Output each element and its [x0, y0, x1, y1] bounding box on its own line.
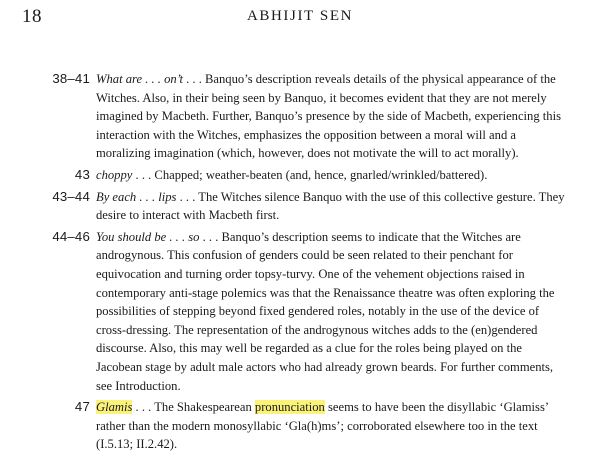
note-text: . . . Chapped; weather-beaten (and, hence, gnarled/wrinkled/battered). [132, 167, 488, 182]
note-text: . . . The Shakespearean [132, 400, 255, 415]
note-44-46 [30, 228, 570, 395]
note-43-44 [30, 188, 570, 225]
note-43 [30, 166, 570, 185]
note-38-41 [30, 70, 570, 163]
note-line-number: 44–46 [52, 228, 90, 244]
note-lemma: What are . . . on’t [96, 72, 183, 86]
note-line-number: 43–44 [52, 188, 90, 204]
note-text: . . . Banquo’s description seems to indicate that the Witches are androgynous. This confusion of genders could be seen related to their penchant for equivocation and turning order topsy-turvy. One of the vehement objections raised in contemporary anti-stage polemics was that the Renaissance theatre was often exploring the possibilities of stepping beyond fixed gendered roles, notably in the use of the device of cross-dressing. The representation of the androgynous witches adds to the (en)gendered discourse. Also, this may well be regarded as a clue for the roles being played on the Jacobean stage by adult male actors who had already grown beards. For further comments, see Introduction. [96, 229, 555, 393]
note-line-number: 38–41 [52, 71, 90, 86]
running-head: ABHIJIT SEN [246, 8, 354, 24]
note-lemma: You should be . . . so [96, 229, 200, 244]
page-number: 18 [22, 6, 42, 27]
note-lemma: By each . . . lips [96, 189, 177, 204]
note-lemma: choppy [96, 167, 133, 182]
note-lemma-highlighted: Glamis [96, 400, 133, 415]
note-line-number: 47 [74, 399, 90, 415]
note-text: . . . Banquo’s description reveals details of the physical appearance of the Witches. Also, in their being seen by Banquo, it becomes evident that they are not merely imagined by Macbeth. Further, Banquo’s presence by the side of Macbeth, experiencing this interaction with the Witches, emphasizes the opposition between a moral will and a moralizing imagination (which, however, does not motivate the will to act morally). [96, 72, 561, 161]
note-47 [30, 398, 570, 454]
note-text: . . . The Witches silence Banquo with the use of this collective gesture. They desire to interact with Macbeth first. [96, 189, 565, 223]
notes-list [30, 70, 570, 457]
page-header [22, 6, 578, 34]
note-text: seems to have been the disyllabic ‘Glamiss’ rather than the modern monosyllabic ‘Gla(h)ms’; corroborated elsewhere too in the text (I.5.13; II.2.42). [96, 400, 549, 452]
note-line-number: 43 [74, 166, 90, 182]
highlighted-word: pronunciation [254, 400, 325, 415]
